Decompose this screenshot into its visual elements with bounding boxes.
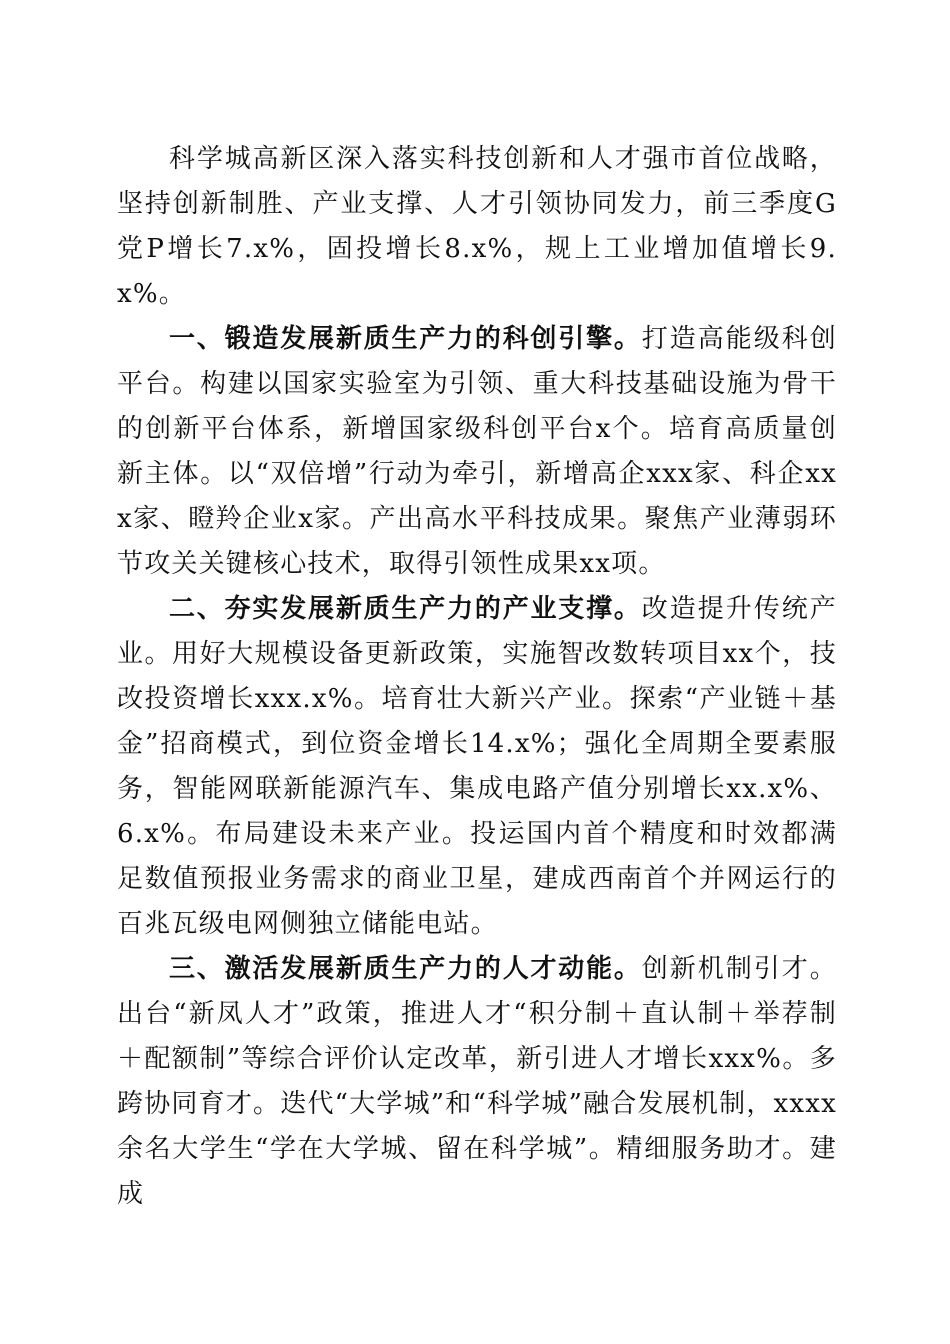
section-3-paragraph [117, 947, 837, 1217]
document-body [117, 137, 837, 1217]
section-2-heading: 二、夯实发展新质生产力的产业支撑。 [169, 594, 642, 624]
intro-paragraph [117, 137, 837, 317]
section-2-paragraph [117, 587, 837, 947]
intro-text: 科学城高新区深入落实科技创新和人才强市首位战略，坚持创新制胜、产业支撑、人才引领协同发力，前三季度G党P增长7.x%，固投增长8.x%，规上工业增加值增长9.x%。 [117, 144, 837, 309]
section-1-text: 打造高能级科创平台。构建以国家实验室为引领、重大科技基础设施为骨干的创新平台体系，新增国家级科创平台x个。培育高质量创新主体。以“双倍增”行动为牵引，新增高企xxx家、科企xxx家、瞪羚企业x家。产出高水平科技成果。聚焦产业薄弱环节攻关关键核心技术，取得引领性成果xx项。 [117, 324, 837, 579]
section-1-paragraph [117, 317, 837, 587]
section-3-text: 创新机制引才。出台“新凤人才”政策，推进人才“积分制＋直认制＋举荐制＋配额制”等综合评价认定改革，新引进人才增长xxx%。多跨协同育才。迭代“大学城”和“科学城”融合发展机制，xxxx余名大学生“学在大学城、留在科学城”。精细服务助才。建成 [117, 954, 837, 1209]
section-1-heading: 一、锻造发展新质生产力的科创引擎。 [169, 324, 642, 354]
section-2-text: 改造提升传统产业。用好大规模设备更新政策，实施智改数转项目xx个，技改投资增长xxx.x%。培育壮大新兴产业。探索“产业链＋基金”招商模式，到位资金增长14.x%；强化全周期全要素服务，智能网联新能源汽车、集成电路产值分别增长xx.x%、6.x%。布局建设未来产业。投运国内首个精度和时效都满足数值预报业务需求的商业卫星，建成西南首个并网运行的百兆瓦级电网侧独立储能电站。 [117, 594, 837, 939]
section-3-heading: 三、激活发展新质生产力的人才动能。 [169, 954, 642, 984]
